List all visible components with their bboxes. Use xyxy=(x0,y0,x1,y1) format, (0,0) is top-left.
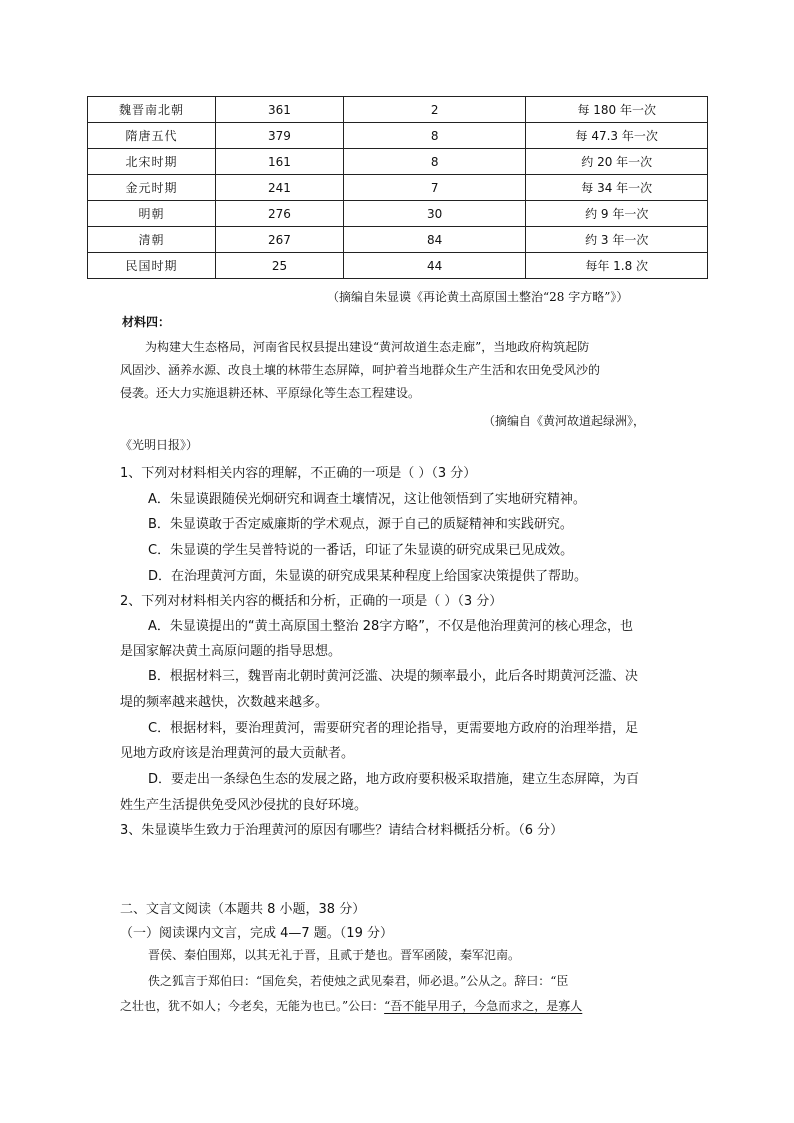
flood-count-cell: 7 xyxy=(343,175,525,201)
material4-source: 《光明日报》） xyxy=(120,438,199,452)
question-2-option-d: 姓生产生活提供免受风沙侵扰的良好环境。 xyxy=(120,798,368,813)
table-source-citation: （摘编自朱显谟《再论黄土高原国土整治“28 字方略”》） xyxy=(327,290,629,304)
material4-line: 风固沙、涵养水源、改良土壤的林带生态屏障，呵护着当地群众生产生活和农田免受风沙的 xyxy=(120,363,601,377)
years-cell: 267 xyxy=(215,227,343,253)
table-row xyxy=(88,253,708,279)
question-2-option-b: B．根据材料三，魏晋南北朝时黄河泛滥、决堤的频率最小，此后各时期黄河泛滥、决 xyxy=(148,669,638,684)
frequency-cell: 每 47.3 年一次 xyxy=(526,123,708,149)
table-row xyxy=(88,175,708,201)
classical-text-line: 晋侯、秦伯围郑，以其无礼于晋，且贰于楚也。晋军函陵，秦军氾南。 xyxy=(148,948,521,962)
frequency-cell: 每 180 年一次 xyxy=(526,97,708,123)
question-1-option-a: A．朱显谟跟随侯光炯研究和调查土壤情况，这让他领悟到了实地研究精神。 xyxy=(148,492,586,507)
question-2-stem: 2、下列对材料相关内容的概括和分析，正确的一项是（ ）（3 分） xyxy=(120,594,503,609)
table-row xyxy=(88,97,708,123)
material4-heading: 材料四： xyxy=(122,315,171,329)
period-cell: 清朝 xyxy=(88,227,216,253)
period-cell: 魏晋南北朝 xyxy=(88,97,216,123)
yellow-river-flood-table xyxy=(87,96,708,279)
frequency-cell: 约 20 年一次 xyxy=(526,149,708,175)
section-2-subtitle: （一）阅读课内文言，完成 4—7 题。（19 分） xyxy=(120,926,393,941)
flood-count-cell: 2 xyxy=(343,97,525,123)
question-1-option-c: C．朱显谟的学生吴普特说的一番话，印证了朱显谟的研究成果已见成效。 xyxy=(148,543,574,558)
flood-count-cell: 8 xyxy=(343,149,525,175)
question-2-option-a: 是国家解决黄土高原问题的指导思想。 xyxy=(120,644,342,659)
period-cell: 金元时期 xyxy=(88,175,216,201)
frequency-cell: 每年 1.8 次 xyxy=(526,253,708,279)
flood-count-cell: 30 xyxy=(343,201,525,227)
question-2-option-d: D．要走出一条绿色生态的发展之路，地方政府要积极采取措施，建立生态屏障，为百 xyxy=(148,772,640,787)
period-cell: 北宋时期 xyxy=(88,149,216,175)
material4-line: 为构建大生态格局，河南省民权县提出建设“黄河故道生态走廊”，当地政府构筑起防 xyxy=(145,340,590,354)
table-row xyxy=(88,201,708,227)
question-1-stem: 1、下列对材料相关内容的理解，不正确的一项是（ ）（3 分） xyxy=(120,466,477,481)
period-cell: 明朝 xyxy=(88,201,216,227)
section-2-title: 二、文言文阅读（本题共 8 小题，38 分） xyxy=(120,902,366,917)
frequency-cell: 约 3 年一次 xyxy=(526,227,708,253)
flood-count-cell: 8 xyxy=(343,123,525,149)
question-1-option-d: D．在治理黄河方面，朱显谟的研究成果某种程度上给国家决策提供了帮助。 xyxy=(148,569,588,584)
years-cell: 276 xyxy=(215,201,343,227)
material4-line: 侵袭。还大力实施退耕还林、平原绿化等生态工程建设。 xyxy=(120,386,421,400)
question-2-option-a: A．朱显谟提出的“黄土高原国土整治 28字方略”，不仅是他治理黄河的核心理念，也 xyxy=(148,619,634,634)
question-2-option-c: C．根据材料，要治理黄河，需要研究者的理论指导，更需要地方政府的治理举措，足 xyxy=(148,721,639,736)
flood-count-cell: 44 xyxy=(343,253,525,279)
classical-text-line xyxy=(120,997,582,1014)
years-cell: 161 xyxy=(215,149,343,175)
question-1-option-b: B．朱显谟敢于否定威廉斯的学术观点，源于自己的质疑精神和实践研究。 xyxy=(148,517,573,532)
question-3-stem: 3、朱显谟毕生致力于治理黄河的原因有哪些？请结合材料概括分析。（6 分） xyxy=(120,823,564,838)
years-cell: 379 xyxy=(215,123,343,149)
flood-count-cell: 84 xyxy=(343,227,525,253)
classical-text-line: 佚之狐言于郑伯曰：“国危矣，若使烛之武见秦君，师必退。”公从之。辞曰：“臣 xyxy=(148,974,569,988)
years-cell: 25 xyxy=(215,253,343,279)
table-row xyxy=(88,123,708,149)
period-cell: 隋唐五代 xyxy=(88,123,216,149)
question-2-option-c: 见地方政府该是治理黄河的最大贡献者。 xyxy=(120,746,355,761)
table-row xyxy=(88,149,708,175)
frequency-cell: 每 34 年一次 xyxy=(526,175,708,201)
years-cell: 361 xyxy=(215,97,343,123)
frequency-cell: 约 9 年一次 xyxy=(526,201,708,227)
years-cell: 241 xyxy=(215,175,343,201)
classical-text-fragment: 之壮也，犹不如人；今老矣，无能为也已。”公曰： xyxy=(120,999,385,1013)
material4-source: （摘编自《黄河故道起绿洲》， xyxy=(483,414,646,428)
question-2-option-b: 堤的频率越来越快，次数越来越多。 xyxy=(120,695,329,710)
period-cell: 民国时期 xyxy=(88,253,216,279)
table-row xyxy=(88,227,708,253)
underlined-sentence: “吾不能早用子，今急而求之，是寡人 xyxy=(384,999,583,1013)
